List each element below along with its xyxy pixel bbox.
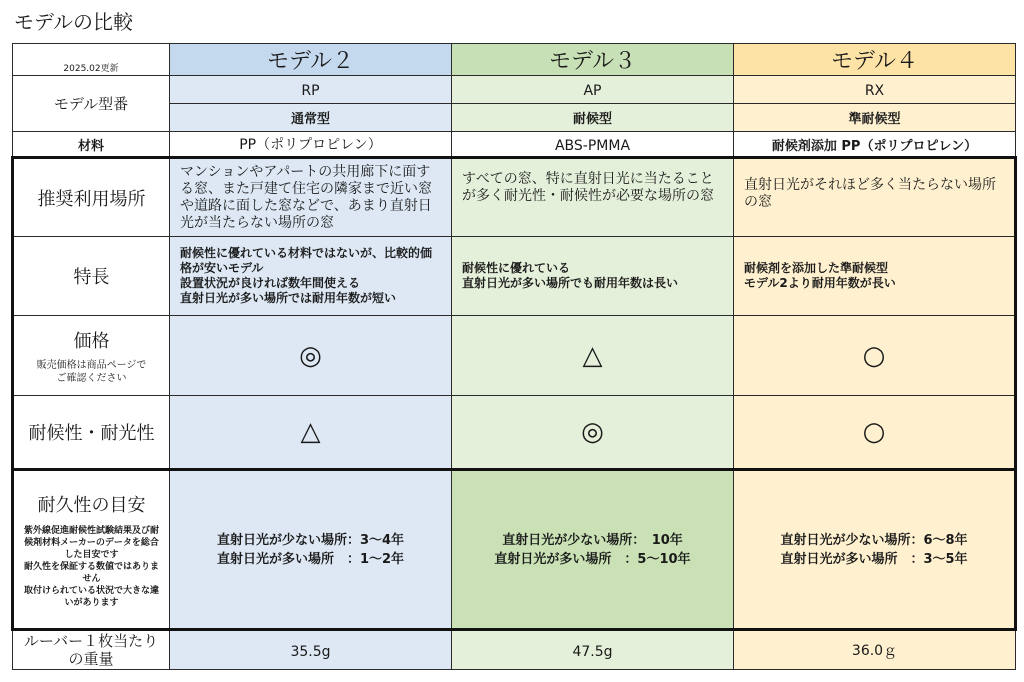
recommended-row [13, 158, 1016, 237]
model2-name: モデル２ [267, 49, 354, 74]
model3-price-cell [452, 316, 734, 396]
model4-weather-mark: ○ [862, 417, 886, 447]
model4-price-cell [734, 316, 1016, 396]
model3-code-cell [452, 76, 734, 104]
model2-features: 耐候性に優れている材料ではないが、比較的価格が安いモデル 設置状況が良ければ数年間使える 直射日光が多い場所では耐用年数が短い [180, 246, 433, 305]
model4-recommended-cell [734, 158, 1016, 237]
model3-recommended-cell [452, 158, 734, 237]
model2-price-mark: ◎ [299, 340, 322, 371]
model4-recommended: 直射日光がそれほど多く当たらない場所の窓 [744, 177, 996, 210]
model2-code: RP [301, 83, 320, 99]
model3-code: AP [583, 83, 602, 99]
model3-weather-cell [452, 396, 734, 470]
model4-type: 準耐候型 [848, 112, 901, 127]
model-number-label-cell [13, 76, 170, 132]
model3-material-cell [452, 132, 734, 158]
model2-recommended: マンションやアパートの共用廊下に面する窓、また戸建て住宅の隣家まで近い窓や道路に面した窓などで、あまり直射日光が当たらない場所の窓 [180, 163, 432, 231]
model-code-row [13, 76, 1016, 104]
weather-label: 耐候性・耐光性 [28, 423, 155, 444]
model3-material: ABS-PMMA [554, 137, 631, 154]
model4-weight-cell [734, 630, 1016, 670]
model2-material-cell [170, 132, 452, 158]
model2-durability-low: 直射日光が少ない場所：3～4年 [216, 532, 405, 548]
model4-type-cell [734, 104, 1016, 132]
model4-durability-high: 直射日光が多い場所 ：3～5年 [780, 551, 968, 567]
model2-durability-cell [170, 470, 452, 630]
material-row [13, 132, 1016, 158]
features-label-cell [13, 237, 170, 316]
page-title: モデルの比較 [14, 10, 133, 34]
model-number-label: モデル型番 [53, 95, 129, 113]
weather-row [13, 396, 1016, 470]
header-row [13, 44, 1016, 76]
model4-weather-cell [734, 396, 1016, 470]
updated-cell [13, 44, 170, 76]
model4-price-mark: ○ [862, 340, 886, 371]
price-label-cell [13, 316, 170, 396]
price-note: 販売価格は商品ページでご確認ください [36, 359, 147, 384]
model4-material-cell [734, 132, 1016, 158]
model3-features: 耐候性に優れている 直射日光が多い場所でも耐用年数は長い [462, 261, 679, 290]
weight-label-cell [13, 630, 170, 670]
material-label-cell [13, 132, 170, 158]
model3-weather-mark: ◎ [581, 417, 604, 447]
comparison-table [11, 43, 1017, 670]
model2-recommended-cell [170, 158, 452, 237]
model3-features-cell [452, 237, 734, 316]
model4-code-cell [734, 76, 1016, 104]
model2-durability-high: 直射日光が多い場所 ：1～2年 [216, 551, 405, 567]
model4-durability-cell [734, 470, 1016, 630]
price-label: 価格 [73, 330, 110, 352]
durability-label: 耐久性の目安 [37, 494, 146, 516]
model3-durability-high: 直射日光が多い場所 ：5～10年 [494, 551, 691, 567]
model4-material: 耐候剤添加 PP（ポリプロピレン） [771, 138, 978, 154]
features-row [13, 237, 1016, 316]
model3-weight-cell [452, 630, 734, 670]
model4-weight: 36.0ｇ [851, 643, 898, 659]
features-label: 特長 [73, 267, 110, 288]
model3-weight: 47.5g [572, 643, 613, 660]
model3-durability-cell [452, 470, 734, 630]
durability-row [13, 470, 1016, 630]
model2-material: PP（ポリプロピレン） [239, 137, 382, 153]
model4-name: モデル４ [831, 49, 918, 74]
model2-features-cell [170, 237, 452, 316]
model4-features: 耐候剤を添加した準耐候型 モデル2より耐用年数が長い [744, 261, 896, 290]
model2-type: 通常型 [290, 112, 330, 127]
model3-price-mark: △ [582, 340, 603, 371]
model3-type-cell [452, 104, 734, 132]
model2-weather-mark: △ [300, 417, 321, 447]
model2-type-cell [170, 104, 452, 132]
model3-recommended: すべての窓、特に直射日光に当たることが多く耐光性・耐候性が必要な場所の窓 [462, 171, 714, 204]
durability-note: 紫外線促進耐候性試験結果及び耐候剤材料メーカーのデータを総合した目安です 耐久性を保証する数値ではありません 取付けられている状況で大きな違いがあります [23, 525, 159, 608]
model2-code-cell [170, 76, 452, 104]
model3-type: 耐候型 [572, 112, 612, 127]
weather-label-cell [13, 396, 170, 470]
model2-header [170, 44, 452, 76]
recommended-label-cell [13, 158, 170, 237]
model3-header [452, 44, 734, 76]
weight-row [13, 630, 1016, 670]
model2-weight-cell [170, 630, 452, 670]
updated-date: 2025.02更新 [63, 64, 119, 74]
recommended-label: 推奨利用場所 [37, 188, 146, 210]
model3-durability-low: 直射日光が少ない場所： 10年 [502, 532, 683, 548]
material-label: 材料 [77, 138, 104, 154]
price-row [13, 316, 1016, 396]
durability-label-cell [13, 470, 170, 630]
model4-features-cell [734, 237, 1016, 316]
model4-durability-low: 直射日光が少ない場所：6～8年 [780, 532, 968, 548]
model4-code: RX [864, 83, 885, 99]
model2-weather-cell [170, 396, 452, 470]
model2-weight: 35.5g [290, 643, 331, 660]
model3-name: モデル３ [549, 49, 636, 74]
model2-price-cell [170, 316, 452, 396]
model4-header [734, 44, 1016, 76]
weight-label: ルーバー１枚当たりの重量 [23, 632, 159, 668]
